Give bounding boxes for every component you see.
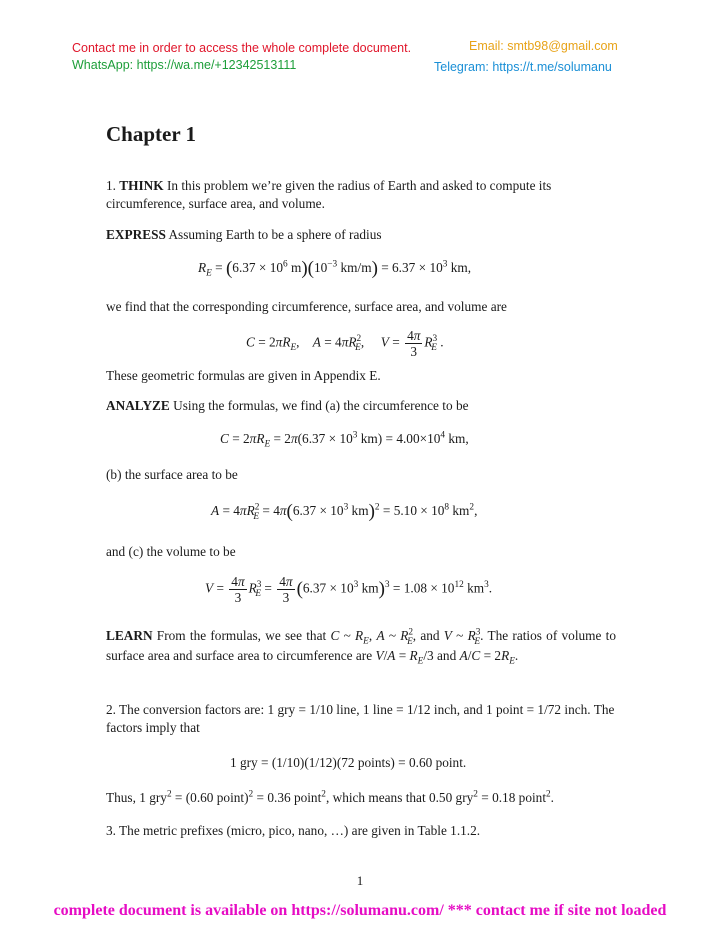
- paragraph-conversion: 2. The conversion factors are: 1 gry = 1/10 line, 1 line = 1/12 inch, and 1 point = 1/72 inch. The factors imply that: [106, 702, 615, 735]
- page-number: 1: [356, 873, 364, 888]
- problem-number: 1.: [106, 178, 120, 193]
- contact-note: Contact me in order to access the whole complete document.: [72, 41, 412, 55]
- learn-text-2: . The ratios of volume to surface area and surface area to circumference are: [106, 628, 617, 663]
- footer-banner[interactable]: complete document is available on https://solumanu.com/ *** contact me if site not loaded: [53, 902, 667, 919]
- conversion-text-2: inch. The factors imply that: [106, 702, 615, 735]
- express-text: Assuming Earth to be a sphere of radius: [165, 227, 382, 242]
- paragraph-formulas-intro: we find that the corresponding circumference, surface area, and volume are: [106, 299, 507, 314]
- think-text: In this problem we’re given the radius of Earth and asked to compute its circumference, surface area, and volume.: [106, 178, 552, 211]
- paragraph-analyze: [106, 397, 616, 415]
- analyze-text: Using the formulas, we find (a) the circumference to be: [169, 398, 469, 413]
- paragraph-express: [106, 226, 616, 244]
- equation-gry: 1 gry = (1/10)(1/12)(72 points) = 0.60 point.: [230, 755, 467, 770]
- equation-circumference: $C = 2\pi R_E = 2\pi(6.37 \times 10^3$ $km) = 4.00\times 10^4$ km,: [220, 430, 469, 450]
- think-label: THINK: [119, 178, 164, 193]
- equation-radius: $R_E = (6.37 \times 10^6$ $m)(10^{-3}$ $km/m) = 6.37 \times 10^3$ km,: [198, 258, 472, 279]
- paragraph-learn: LEARN From the formulas, we see that C ~ $R_E$, A ~ $R^2_E$, and V ~ $R^3_E$. The ratios of volume to surface area and surface area to circumference are $V/A = R_E/3$ and $A/C = 2R_E$.: [106, 627, 617, 667]
- paragraph-volume: and (c) the volume to be: [106, 544, 236, 559]
- paragraph-metric-prefixes: 3. The metric prefixes (micro, pico, nano, …) are given in Table 1.1.2.: [106, 823, 481, 838]
- telegram-link[interactable]: Telegram: https://t.me/solumanu: [434, 60, 612, 74]
- paragraph-appendix: These geometric formulas are given in Appendix E.: [106, 368, 381, 383]
- analyze-label: ANALYZE: [106, 398, 170, 413]
- learn-label: LEARN: [106, 628, 153, 643]
- learn-text-1: From the formulas, we see that: [152, 628, 331, 643]
- email-link[interactable]: Email: smtb98@gmail.com: [469, 39, 618, 53]
- equation-volume: V = $\frac{4\pi}{3}$ $R^3_E$ = $\frac{4\pi}{3}$ ($6.37 \times 10^3$ $km)^3 = 1.08 \times 10^{12}$ $km^3$.: [205, 574, 493, 605]
- whatsapp-link[interactable]: WhatsApp: https://wa.me/+12342513111: [72, 58, 297, 72]
- chapter-title: Chapter 1: [106, 122, 197, 146]
- equation-formulas: $C = 2\pi R_E$, $A = 4\pi R^2_E$, V = $\frac{4\pi}{3}$ $R^3_E$ .: [246, 328, 444, 359]
- paragraph-gry-squared: Thus, 1 gry$^2$ = (0.60 point)$^2$ = 0.36 point$^2$, which means that 0.50 gry$^2$ = 0.18 point$^2$.: [106, 789, 554, 805]
- conversion-text-1: 2. The conversion factors are:: [106, 702, 268, 717]
- equation-surface-area: $A = 4\pi R^2_E = 4\pi(6.37 \times 10^3$ $km)^2 = 5.10 \times 10^8$ $km^2$,: [211, 501, 478, 522]
- express-label: EXPRESS: [106, 227, 166, 242]
- paragraph-surface: (b) the surface area to be: [106, 467, 238, 482]
- paragraph-think: [106, 177, 616, 213]
